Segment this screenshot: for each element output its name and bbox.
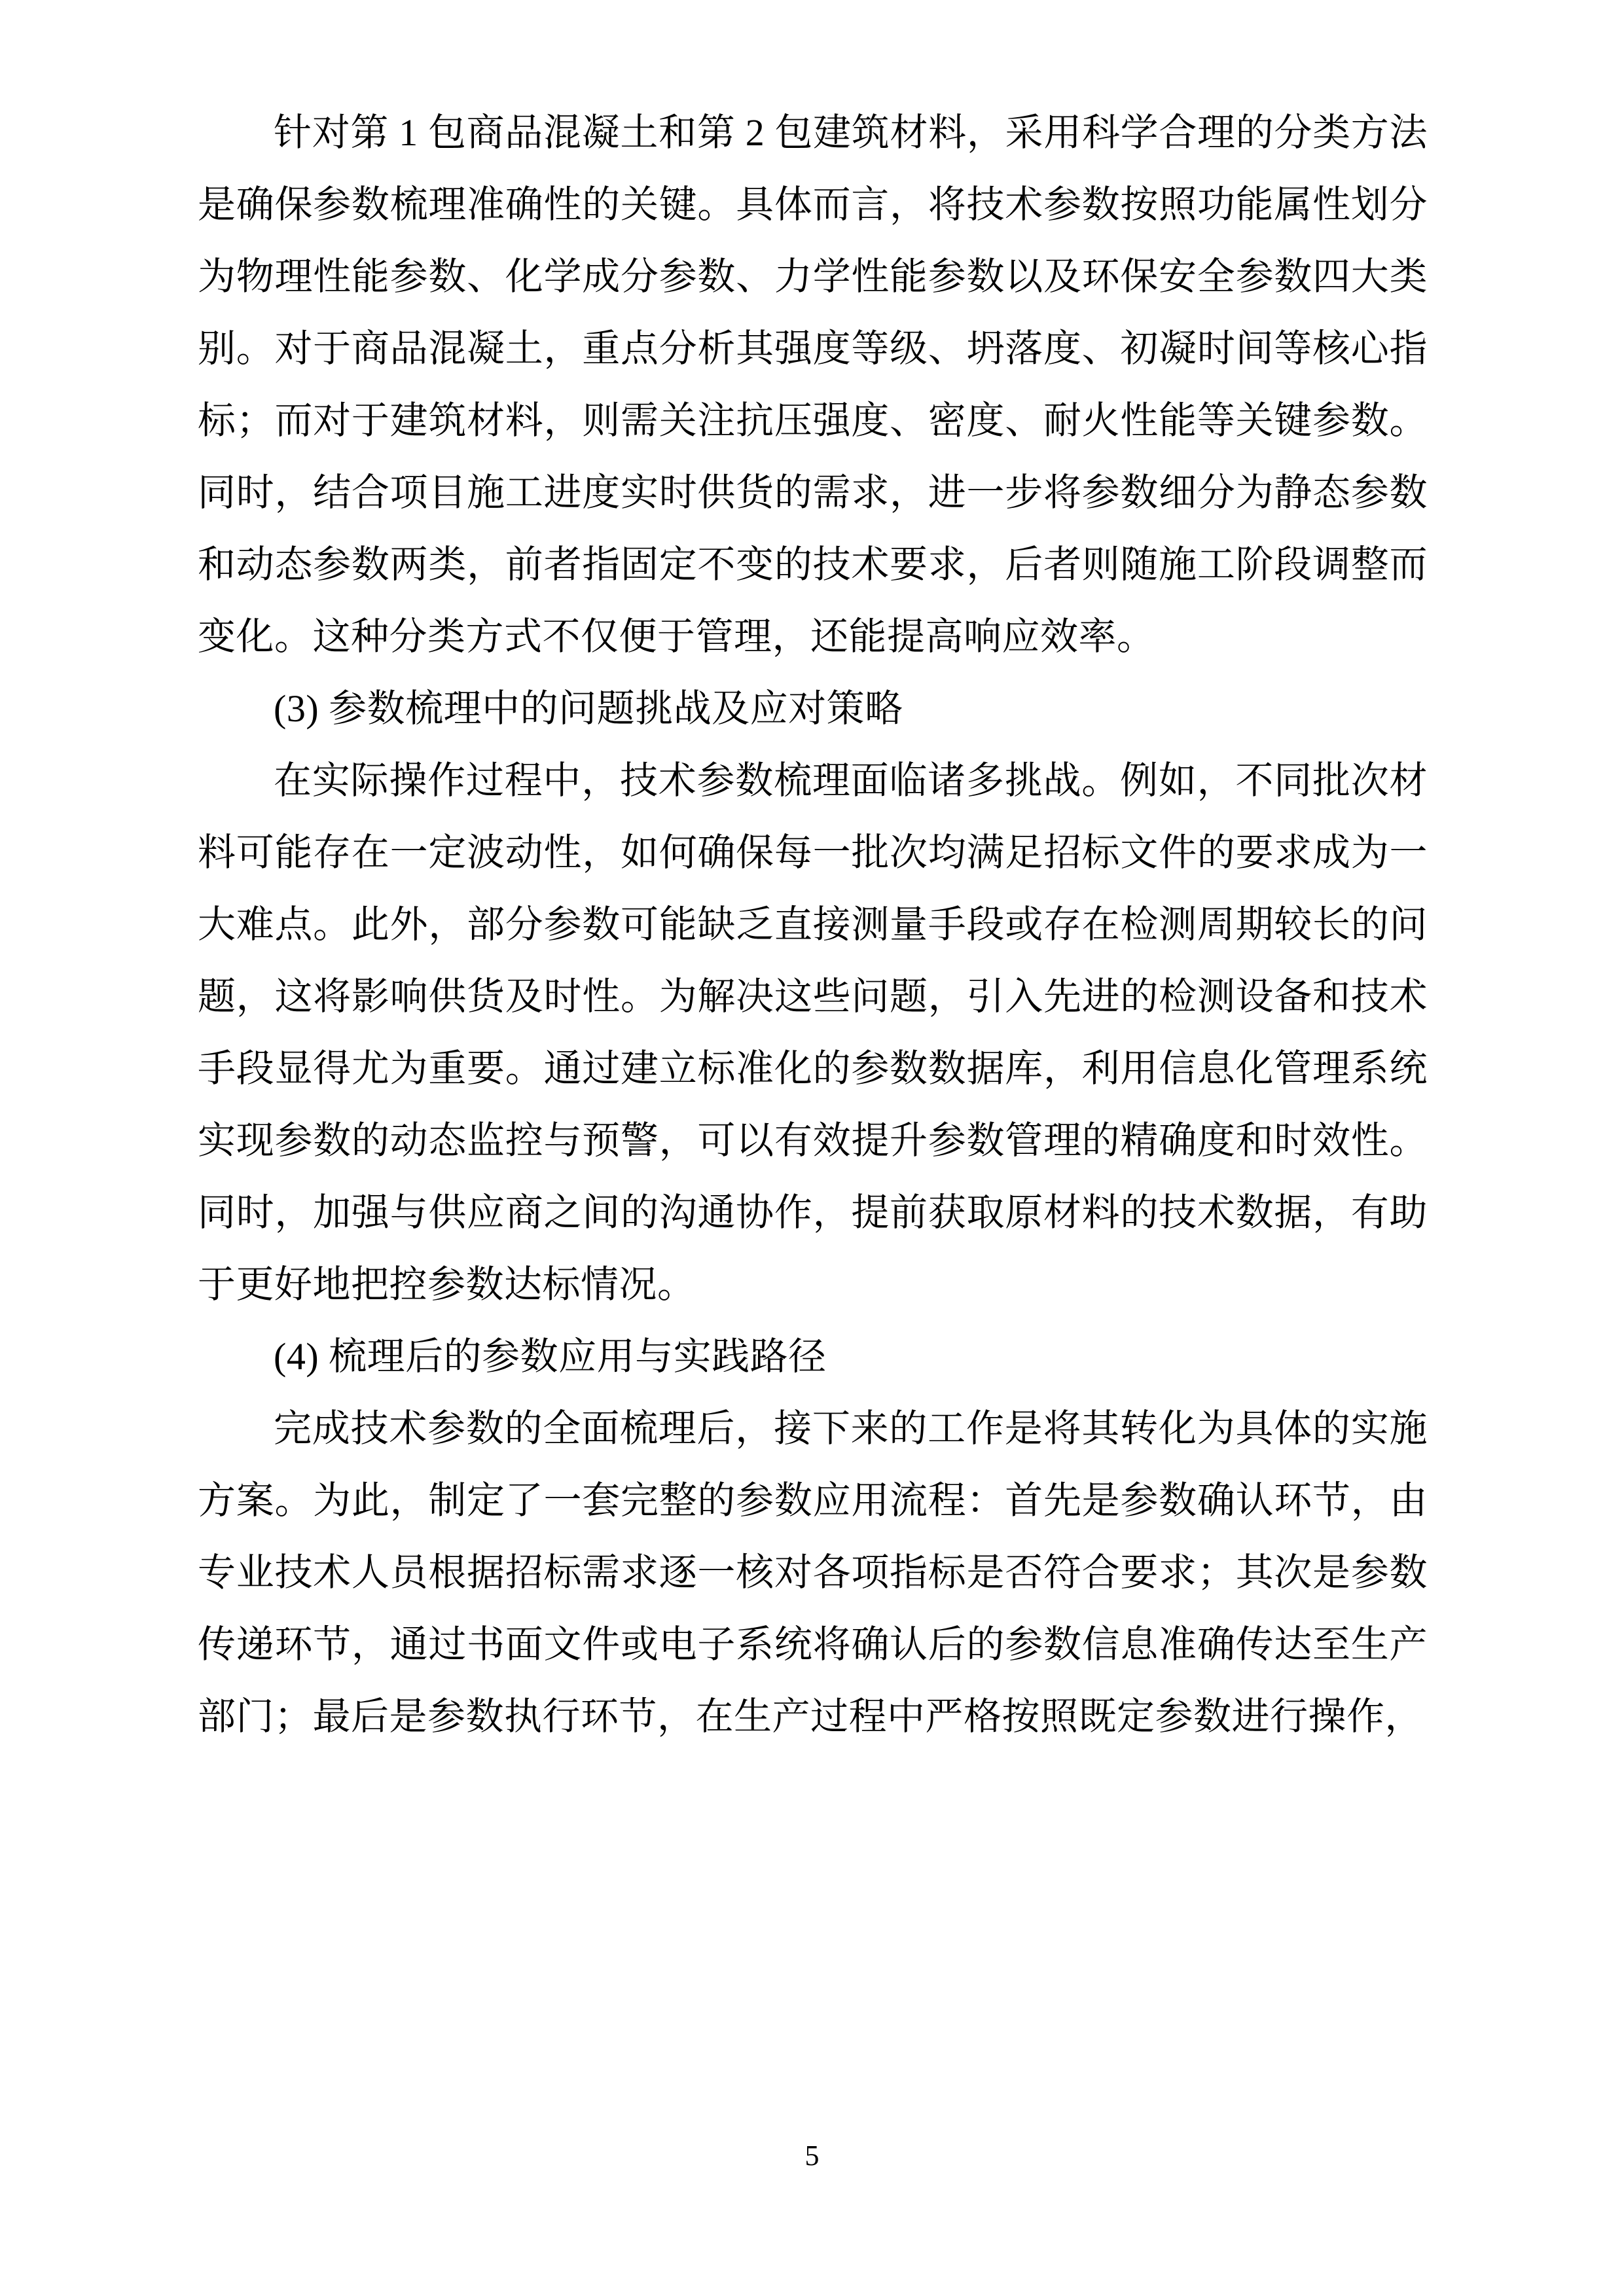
page-number: 5 — [804, 2140, 820, 2172]
document-body — [198, 97, 1428, 1753]
paragraph-application: 完成技术参数的全面梳理后，接下来的工作是将其转化为具体的实施方案。为此，制定了一套完整的参数应用流程：首先是参数确认环节，由专业技术人员根据招标需求逐一核对各项指标是否符合要求；其次是参数传递环节，通过书面文件或电子系统将确认后的参数信息准确传达至生产部门；最后是参数执行环节，在生产过程中严格按照既定参数进行操作， — [198, 1407, 1428, 1738]
paragraph-classification: 针对第 1 包商品混凝土和第 2 包建筑材料，采用科学合理的分类方法是确保参数梳理准确性的关键。具体而言，将技术参数按照功能属性划分为物理性能参数、化学成分参数、力学性能参数以及环保安全参数四大类别。对于商品混凝土，重点分析其强度等级、坍落度、初凝时间等核心指标；而对于建筑材料，则需关注抗压强度、密度、耐火性能等关键参数。同时，结合项目施工进度实时供货的需求，进一步将参数细分为静态参数和动态参数两类，前者指固定不变的技术要求，后者则随施工阶段调整而变化。这种分类方式不仅便于管理，还能提高响应效率。 — [198, 111, 1428, 658]
section-heading-4: (4) 梳理后的参数应用与实践路径 — [274, 1335, 827, 1378]
section-heading-3: (3) 参数梳理中的问题挑战及应对策略 — [274, 687, 903, 730]
paragraph-challenges: 在实际操作过程中，技术参数梳理面临诸多挑战。例如，不同批次材料可能存在一定波动性，如何确保每一批次均满足招标文件的要求成为一大难点。此外，部分参数可能缺乏直接测量手段或存在检测周期较长的问题，这将影响供货及时性。为解决这些问题，引入先进的检测设备和技术手段显得尤为重要。通过建立标准化的参数数据库，利用信息化管理系统实现参数的动态监控与预警，可以有效提升参数管理的精确度和时效性。同时，加强与供应商之间的沟通协作，提前获取原材料的技术数据，有助于更好地把控参数达标情况。 — [198, 759, 1428, 1306]
